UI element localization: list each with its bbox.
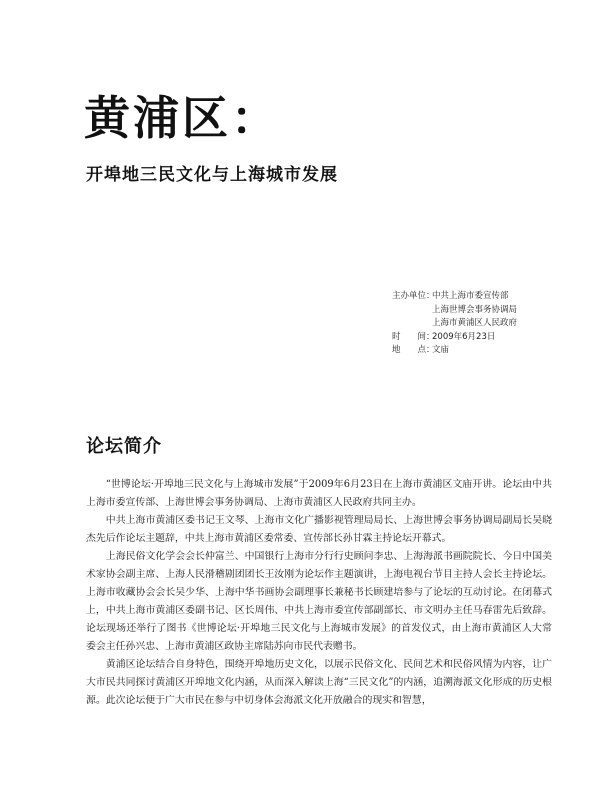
paragraph: 上海民俗文化学会会长仲富兰、中国银行上海市分行行史顾问李忠、上海海派书画院院长、今日中国美术家协会副主席、上海人民滑稽剧团团长王汝刚为论坛作主题演讲，上海电视台节目主持人会长主持论坛。上海市收藏协会会长吴少华、上海中华书画协会副理事长兼秘书长顾建培参与了论坛的互动讨论。在闭幕式上，中共上海市黄浦区委副书记、区长周伟、中共上海市委宣传部副部长、市文明办主任马春雷先后致辞。论坛现场还举行了图书《世博论坛·开埠地三民文化与上海城市发展》的首发仪式，由上海市黄浦区人大常委会主任孙兴忠、上海市黄浦区政协主席陆苏向市民代表赠书。 <box>86 551 552 652</box>
meta-value: 上海世博会事务协调局 <box>432 304 518 315</box>
meta-row-time <box>392 331 517 345</box>
meta-label: 主办单位： <box>392 291 435 301</box>
meta-row-organizers-cont <box>392 317 517 331</box>
paragraph: 中共上海市黄浦区委书记王文琴、上海市文化广播影视管理局局长、上海世博会事务协调局副局长吴晓杰先后作论坛主题辞，中共上海市黄浦区委常委、宣传部长孙甘霖主持论坛开幕式。 <box>86 515 552 544</box>
meta-value: 2009年6月23日 <box>432 331 496 342</box>
meta-label: 时 间： <box>392 331 435 342</box>
organizer-info <box>392 290 517 358</box>
meta-value: 上海市黄浦区人民政府 <box>432 318 518 328</box>
body-text <box>86 476 552 710</box>
document-subtitle: 开埠地三民文化与上海城市发展 <box>86 165 338 185</box>
paragraph: 黄浦区论坛结合自身特色，围绕开埠地历史文化，以展示民俗文化、民间艺术和民俗风情为内容，让广大市民共同探讨黄浦区开埠地文化内涵，从而深入解读上海“三民文化”的内涵，追溯海派文化形成的历史根源。此次论坛便于广大市民在参与中切身体会海派文化开放融合的现实和智慧， <box>86 659 552 706</box>
meta-row-organizers-cont <box>392 304 517 318</box>
meta-row-location <box>392 344 517 358</box>
meta-value: 文庙 <box>432 345 450 355</box>
section-heading: 论坛简介 <box>86 436 162 457</box>
document-title: 黄浦区： <box>84 91 280 145</box>
meta-row-organizers <box>392 290 517 304</box>
meta-label: 地 点： <box>392 345 435 355</box>
meta-value: 中共上海市委宣传部 <box>432 291 509 301</box>
paragraph: “世博论坛·开埠地三民文化与上海城市发展”于2009年6月23日在上海市黄浦区文庙开讲。论坛由中共上海市委宣传部、上海世博会事务协调局、上海市黄浦区人民政府共同主办。 <box>86 479 552 508</box>
